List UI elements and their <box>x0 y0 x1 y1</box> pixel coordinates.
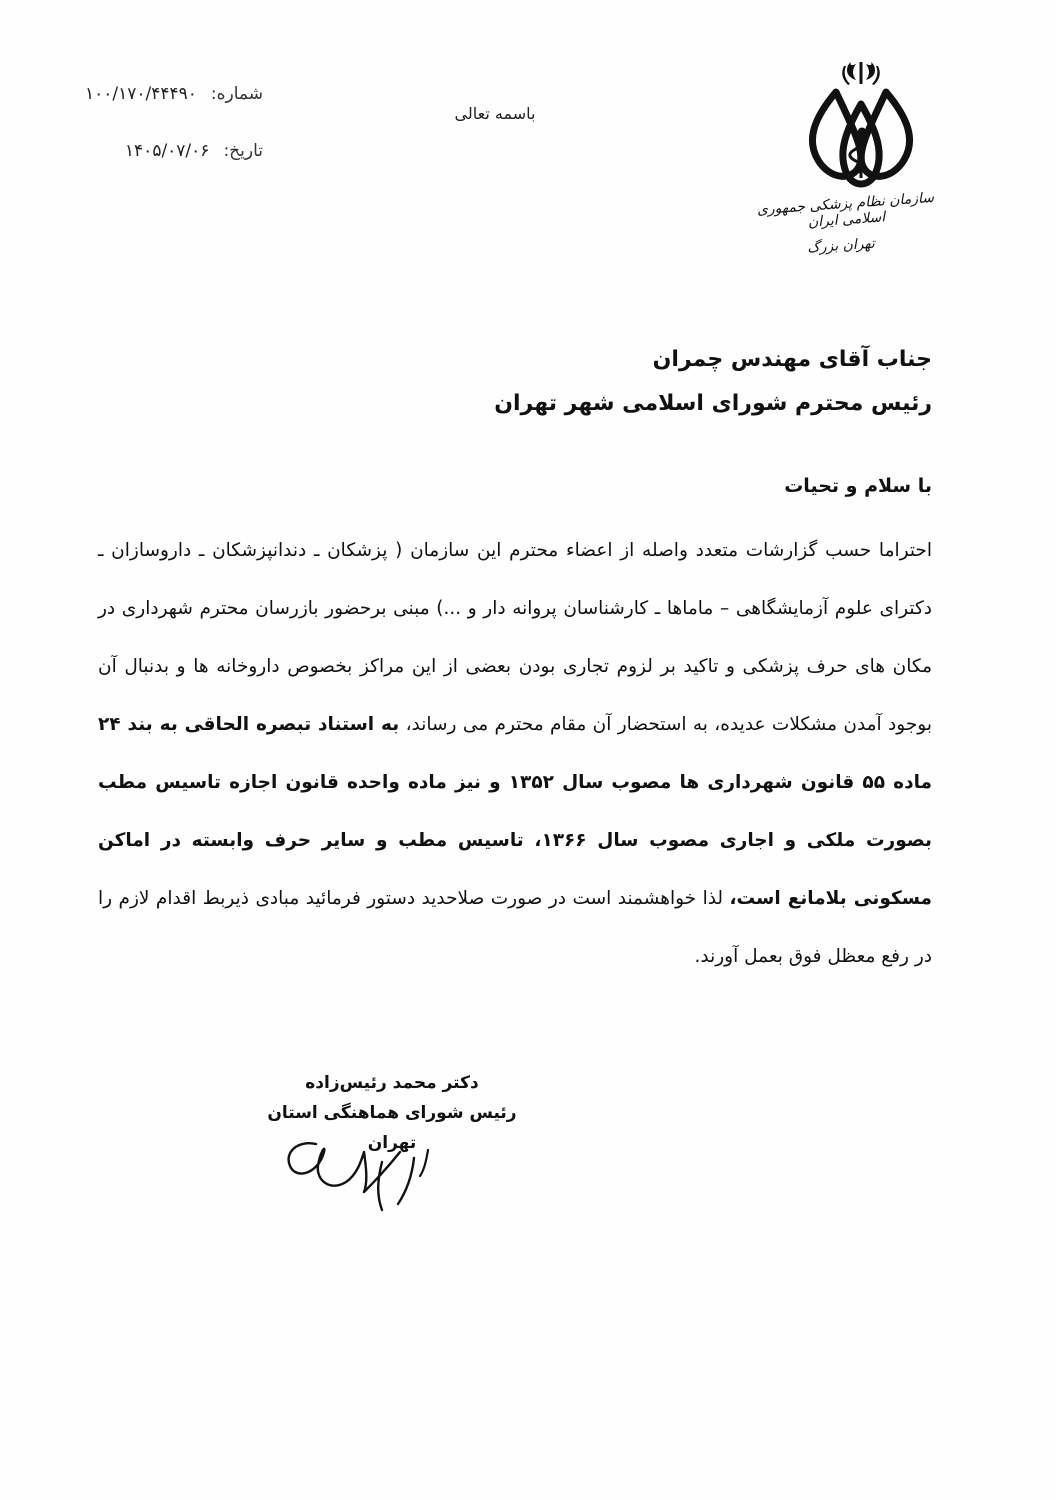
letter-body-bold: به استناد تبصره الحاقی به بند ۲۴ ماده ۵۵ قانون شهرداری ها مصوب سال ۱۳۵۲ و نیز ماده واحده قانون اجازه تاسیس مطب بصورت ملکی و اجاری مصوب سال ۱۳۶۶، تاسیس مطب و سایر حرف وابسته در اماکن مسکونی بلامانع است، <box>98 714 932 909</box>
organization-city: تهران بزرگ <box>806 235 876 257</box>
recipient-name: جناب آقای مهندس چمران <box>652 347 932 372</box>
letter-number <box>84 84 263 104</box>
signatory-name: دکتر محمد رئیس‌زاده <box>305 1073 479 1093</box>
recipient-title: رئیس محترم شورای اسلامی شهر تهران <box>494 391 932 416</box>
greeting: با سلام و تحیات <box>784 475 932 497</box>
letter-body <box>98 522 932 986</box>
letter-body-part-1: احتراما حسب گزارشات متعدد واصله از اعضاء محترم این سازمان ( پزشکان ـ دندانپزشکان ـ داروسازان ـ دکترای علوم آزمایشگاهی – ماماها ـ کارشناسان پروانه دار و ...) مبنی برحضور بازرسان محترم شهرداری در مکان های حرف پزشکی و تاکید بر لزوم تجاری بودن بعضی از این مراکز بخصوص داروخانه ها و بدنبال آن بوجود آمدن مشکلات عدیده، به استحضار آن مقام محترم می رساند، <box>98 540 932 735</box>
handwritten-signature-icon <box>278 1122 448 1217</box>
organization-logo <box>786 60 936 200</box>
letter-number-label: شماره: <box>210 84 263 104</box>
signatory-title: رئیس شورای هماهنگی استان تهران <box>267 1103 517 1153</box>
letter-number-value: ۱۰۰/۱۷۰/۴۴۴۹۰ <box>84 84 197 104</box>
letter-date-label: تاریخ: <box>223 141 263 161</box>
letter-date-value: ۱۴۰۵/۰۷/۰۶ <box>124 141 210 161</box>
recipient-block <box>332 338 932 426</box>
letter-body-part-2: لذا خواهشمند است در صورت صلاحدید دستور فرمائید مبادی ذیربط اقدام لازم را در رفع معظل فوق بعمل آورند. <box>98 888 932 967</box>
basmala-heading: باسمه تعالی <box>454 104 536 123</box>
letter-date <box>88 141 263 161</box>
iran-emblem-caduceus-logo-icon <box>796 60 926 200</box>
organization-name: سازمان نظام پزشکی جمهوری اسلامی ایران <box>756 189 935 231</box>
